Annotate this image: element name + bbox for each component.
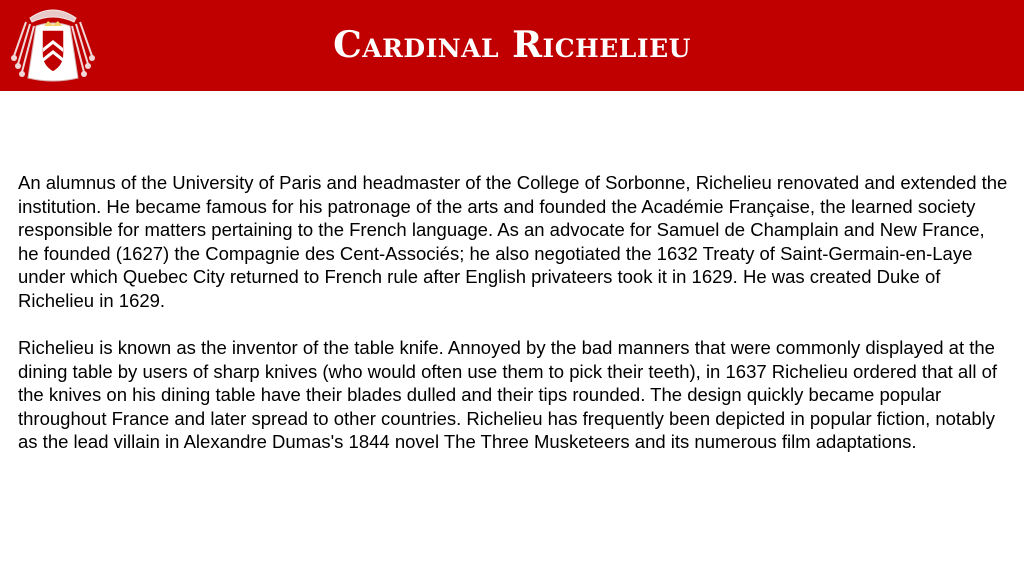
paragraph-academic: An alumnus of the University of Paris and headmaster of the College of Sorbonne, Richelieu renovated and extended the institution. He became famous for his patronage of the arts and founded the Académie Française, the learned society responsible for matters pertaining to the French language. As an advocate for Samuel de Champlain and New France, he founded (1627) the Compagnie des Cent-Associés; he also negotiated the 1632 Treaty of Saint-Germain-en-Laye under which Quebec City returned to French rule after English privateers took it in 1629. He was created Duke of Richelieu in 1629.: [18, 172, 1008, 311]
paragraph-table-knife: Richelieu is known as the inventor of the table knife. Annoyed by the bad manners that were commonly displayed at the dining table by users of sharp knives (who would often use them to pick their teeth), in 1637 Richelieu ordered that all of the knives on his dining table have their blades dulled and their tips rounded. The design quickly became popular throughout France and later spread to other countries. Richelieu has frequently been depicted in popular fiction, notably as the lead villain in Alexandre Dumas's 1844 novel The Three Musketeers and its numerous film adaptations.: [18, 337, 998, 452]
slide-body: [18, 171, 1010, 478]
title-banner: [0, 0, 1024, 91]
slide-title: Cardinal Richelieu: [333, 24, 691, 66]
